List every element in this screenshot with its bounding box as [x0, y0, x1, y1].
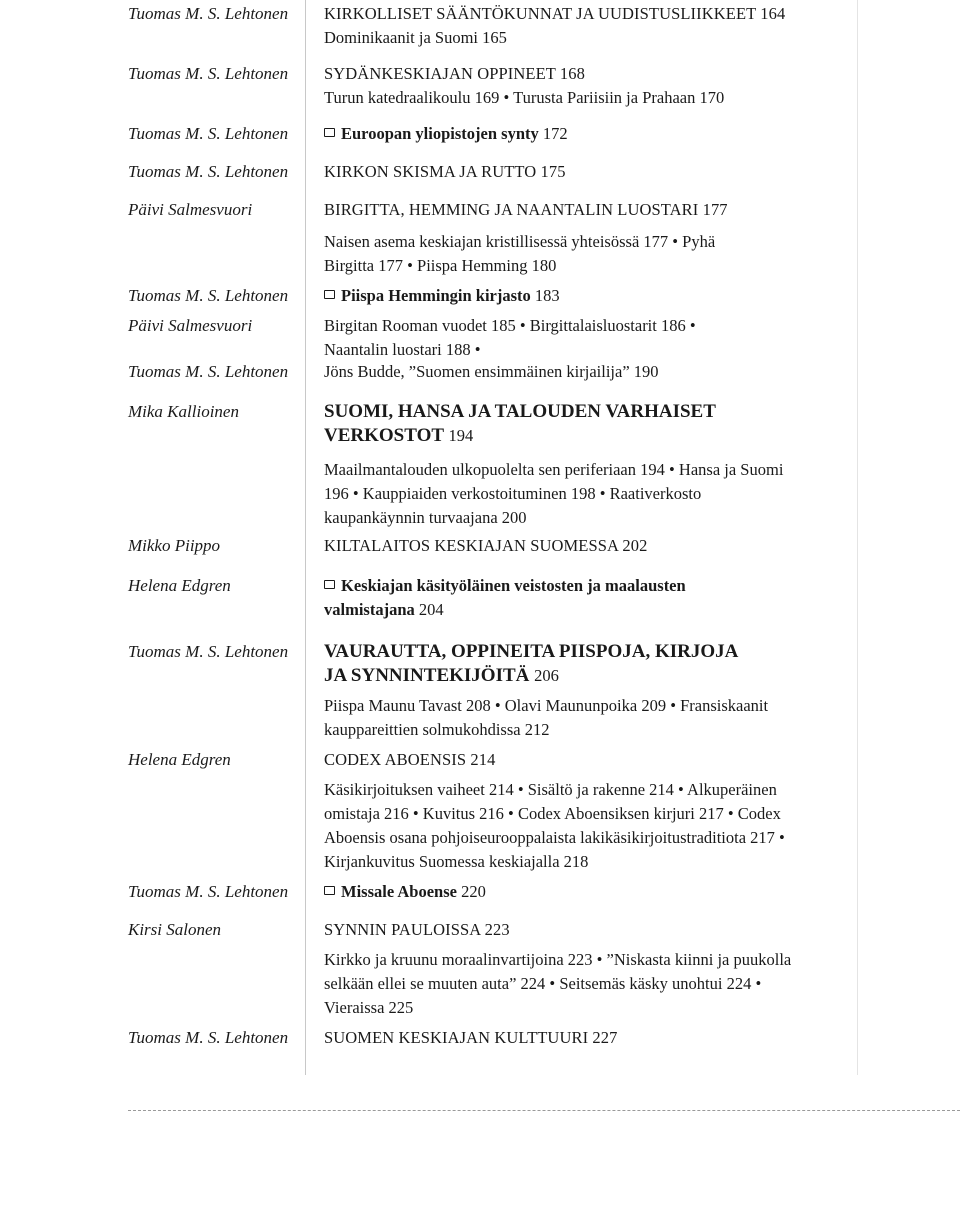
entry-author: Tuomas M. S. Lehtonen [128, 124, 289, 143]
right-margin-line [857, 0, 858, 1075]
chapter-title: SYNNIN PAULOISSA 223 [324, 920, 510, 939]
box-article-icon [324, 290, 335, 299]
entry-author: Tuomas M. S. Lehtonen [128, 642, 289, 661]
entry-author: Helena Edgren [128, 576, 231, 595]
entry-author: Tuomas M. S. Lehtonen [128, 4, 289, 23]
box-article-title: Keskiajan käsityöläinen veistosten ja maalausten valmistajana 204 [324, 576, 686, 619]
subsection-list: Birgitan Rooman vuodet 185 • Birgittalaisluostarit 186 • Naantalin luostari 188 • [324, 316, 696, 359]
entry-author: Helena Edgren [128, 750, 231, 769]
box-article-title: Missale Aboense 220 [324, 880, 804, 904]
toc-entry [324, 360, 804, 384]
chapter-title: KIRKON SKISMA JA RUTTO 175 [324, 162, 566, 181]
entry-author: Tuomas M. S. Lehtonen [128, 286, 289, 305]
chapter-title: CODEX ABOENSIS 214 [324, 750, 496, 769]
entry-author: Mika Kallioinen [128, 402, 239, 421]
entry-author: Tuomas M. S. Lehtonen [128, 162, 289, 181]
subsection-list: Maailmantalouden ulkopuolelta sen periferiaan 194 • Hansa ja Suomi 196 • Kauppiaiden verkostoituminen 198 • Raativerkosto kaupankäynnin turvaajana 200 [324, 460, 784, 527]
chapter-title: SUOMEN KESKIAJAN KULTTUURI 227 [324, 1028, 618, 1047]
box-article-title: Piispa Hemmingin kirjasto 183 [324, 284, 804, 308]
toc-entry [324, 400, 784, 530]
entry-author: Kirsi Salonen [128, 920, 222, 939]
toc-entry [324, 574, 724, 622]
subsection-list: Naisen asema keskiajan kristillisessä yhteisössä 177 • Pyhä Birgitta 177 • Piispa Hemming 180 [324, 232, 716, 275]
section-title: VAURAUTTA, OPPINEITA PIISPOJA, KIRJOJA JA SYNNINTEKIJÖITÄ 206 [324, 641, 738, 686]
column-divider [305, 0, 306, 1075]
box-article-icon [324, 580, 335, 589]
toc-entry [324, 2, 804, 50]
toc-entry [324, 1026, 804, 1050]
entry-author: Tuomas M. S. Lehtonen [128, 1028, 289, 1047]
chapter-title: KILTALAITOS KESKIAJAN SUOMESSA 202 [324, 536, 648, 555]
chapter-title: BIRGITTA, HEMMING JA NAANTALIN LUOSTARI 177 [324, 200, 728, 219]
subsection-list: Turun katedraalikoulu 169 • Turusta Pariisiin ja Prahaan 170 [324, 88, 725, 107]
entry-author: Mikko Piippo [128, 536, 221, 555]
box-article-icon [324, 128, 335, 137]
toc-entry [324, 198, 804, 278]
toc-entry [324, 62, 804, 110]
subsection-list: Jöns Budde, ”Suomen ensimmäinen kirjailija” 190 [324, 362, 659, 381]
toc-entry [324, 534, 804, 558]
chapter-title: KIRKOLLISET SÄÄNTÖKUNNAT JA UUDISTUSLIIKKEET 164 [324, 4, 786, 23]
entry-author: Päivi Salmesvuori [128, 316, 253, 335]
subsection-list: Käsikirjoituksen vaiheet 214 • Sisältö ja rakenne 214 • Alkuperäinen omistaja 216 • Kuvitus 216 • Codex Aboensiksen kirjuri 217 • Codex Aboensis osana pohjoiseurooppalaista lakikäsikirjoitustraditiota 217 • Kirjankuvitus Suomessa keskiajalla 218 [324, 780, 785, 871]
toc-entry [324, 122, 804, 146]
entry-author: Tuomas M. S. Lehtonen [128, 882, 289, 901]
box-article-icon [324, 886, 335, 895]
toc-entry [324, 284, 804, 308]
section-title: SUOMI, HANSA JA TALOUDEN VARHAISET VERKOSTOT 194 [324, 401, 716, 446]
toc-entry [324, 640, 769, 742]
toc-entry [324, 314, 744, 362]
subsection-list: Dominikaanit ja Suomi 165 [324, 28, 507, 47]
toc-entry [324, 918, 804, 1020]
toc-entry [324, 880, 804, 904]
subsection-list: Piispa Maunu Tavast 208 • Olavi Maununpoika 209 • Fransiskaanit kauppareittien solmukohdissa 212 [324, 696, 769, 739]
entry-author: Tuomas M. S. Lehtonen [128, 362, 289, 381]
subsection-list: Kirkko ja kruunu moraalinvartijoina 223 • ”Niskasta kiinni ja puukolla selkään ellei se muuten auta” 224 • Seitsemäs käsky unohtui 224 • Vieraissa 225 [324, 950, 792, 1017]
chapter-title: SYDÄNKESKIAJAN OPPINEET 168 [324, 64, 585, 83]
bottom-rule [128, 1110, 960, 1111]
entry-author: Tuomas M. S. Lehtonen [128, 64, 289, 83]
entry-author: Päivi Salmesvuori [128, 200, 253, 219]
toc-entry [324, 748, 819, 874]
toc-entry [324, 160, 804, 184]
box-article-title: Euroopan yliopistojen synty 172 [324, 122, 804, 146]
